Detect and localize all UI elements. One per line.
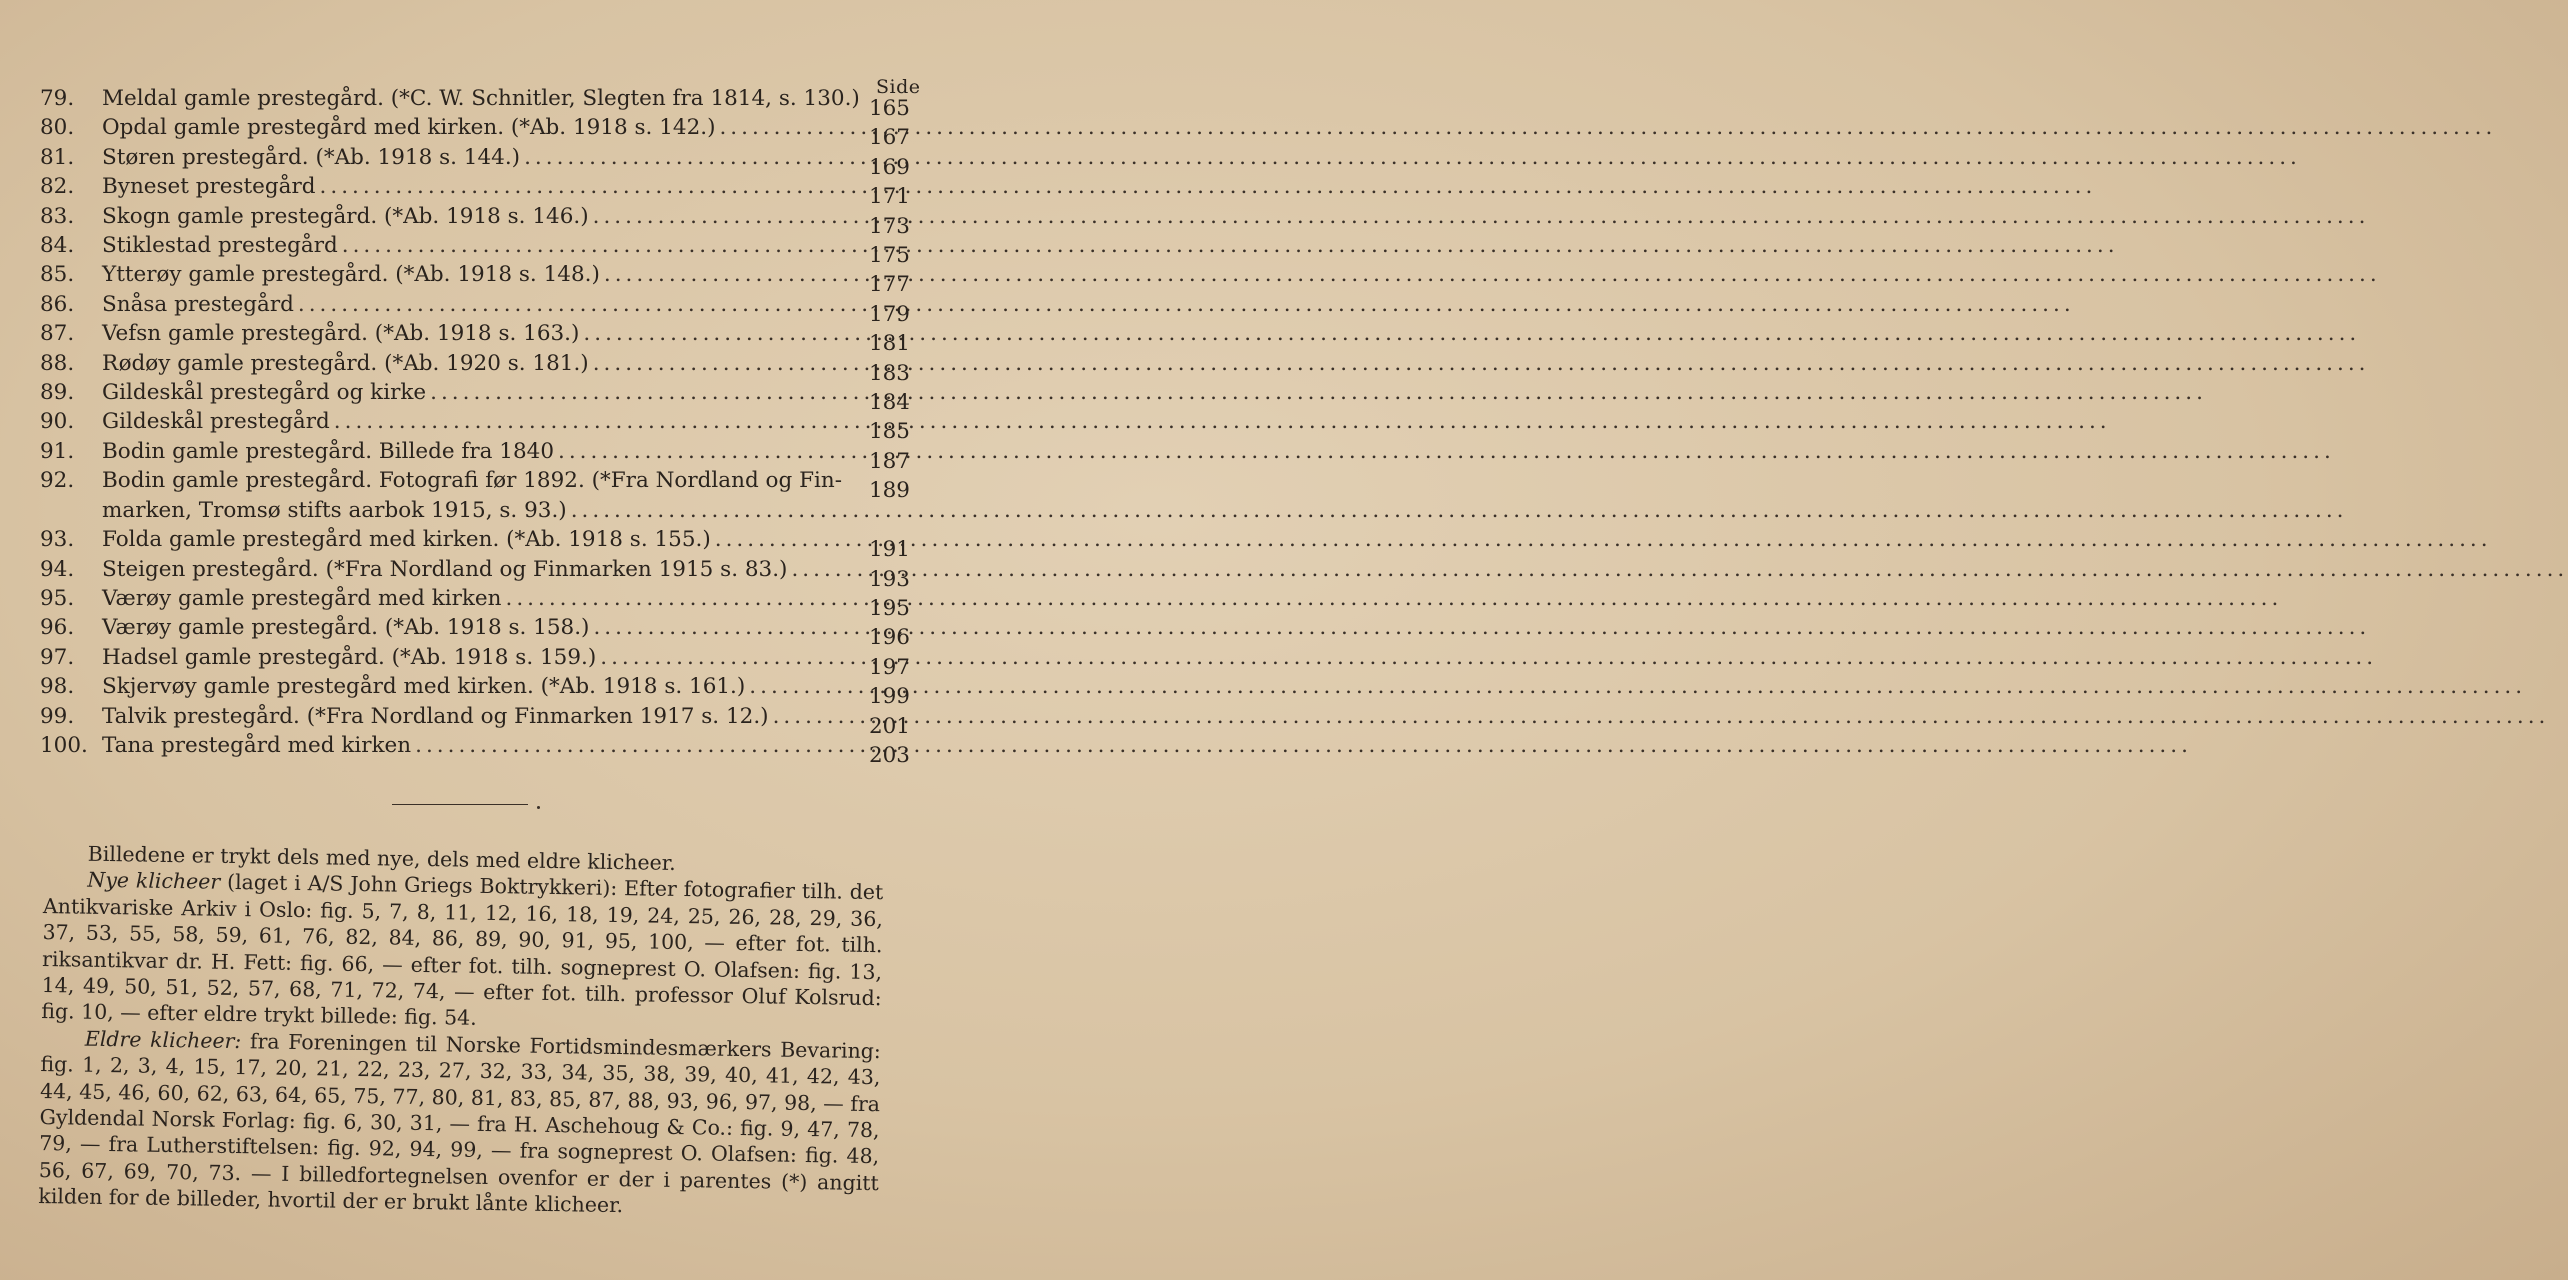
dot-leader — [791, 555, 2568, 584]
toc-entry-page: 195 — [868, 595, 910, 621]
toc-entry-text — [102, 702, 850, 731]
dot-leader — [571, 496, 2348, 525]
toc-entry — [40, 525, 920, 563]
toc-entry-number: 82. — [40, 174, 75, 200]
toc-entry-title: Skogn gamle prestegård. (*Ab. 1918 s. 146.) — [102, 203, 589, 229]
toc-entry-page: 199 — [868, 684, 910, 710]
toc-entry-title: Gildeskål prestegård — [102, 409, 330, 435]
toc-entry-page: 185 — [868, 419, 910, 445]
toc-entry — [40, 290, 920, 327]
notes-old-clichés — [38, 1025, 881, 1223]
toc-entry-text — [102, 84, 860, 113]
toc-entry-title: Tana prestegård med kirken — [102, 732, 412, 758]
toc-entry-title: Talvik prestegård. (*Fra Nordland og Finmarken 1917 s. 12.) — [102, 703, 769, 729]
dot-leader — [719, 113, 2496, 142]
toc-entry-title: Vefsn gamle prestegård. (*Ab. 1918 s. 163.) — [102, 321, 580, 347]
toc-entry — [40, 231, 920, 269]
toc-entry-number: 81. — [40, 144, 75, 170]
toc-entry-number: 83. — [40, 203, 75, 229]
notes-new-label: Nye klicheer — [87, 868, 221, 895]
toc-entry-number: 93. — [40, 527, 75, 553]
toc-entry-page: 196 — [868, 625, 910, 651]
toc-entry-text — [102, 584, 850, 613]
toc-entry-page: 169 — [868, 154, 910, 180]
toc-entry-number: 86. — [40, 291, 75, 317]
toc-entry — [40, 202, 920, 239]
notes-old-text: fra Foreningen til Norske Fortidsmindesmærkers Bevaring: fig. 1, 2, 3, 4, 15, 17, 20, 21, 22, 23, 27, 32, 33, 34, 35, 38, 39, 40, 41, 42, 43, 44, 45, 46, 60, 62, 63, 64, 65, 75, 77, 80, 81, 83, 85, 87, 88, 93, 96, 97, 98, — fra Gyldendal Norsk Forlag: fig. 6, 30, 31, — fra H. Aschehoug & Co.: fig. 9, 47, 78, 79, — fra Lutherstiftelsen: fig. 92, 94, 99, — fra sogneprest O. Olafsen: fig. 48, 56, 67, 69, 70, 73. — I billedfortegnelsen ovenfor er der i parentes (*) angitt kilden for de billeder, hvortil der er brukt lånte klicheer. — [38, 1028, 881, 1218]
toc-entry-page: 171 — [868, 184, 910, 210]
toc-entry-number: 88. — [40, 350, 75, 376]
toc-entry — [40, 437, 920, 474]
dot-leader — [749, 672, 2526, 701]
toc-entry — [40, 702, 920, 739]
toc-entry-title: Byneset prestegård — [102, 174, 316, 200]
toc-entry — [40, 378, 920, 416]
toc-entry-page: 177 — [868, 272, 910, 298]
toc-entry-number: 95. — [40, 585, 75, 611]
toc-entry-page: 173 — [868, 213, 910, 239]
toc-entry-page: 201 — [868, 713, 910, 739]
toc-entry — [40, 555, 920, 592]
page-column-label: Side — [876, 76, 921, 98]
toc-entry-title: Støren prestegård. (*Ab. 1918 s. 144.) — [102, 144, 521, 170]
toc-entry-text — [102, 437, 850, 466]
toc-entry-page: 165 — [868, 96, 910, 121]
toc-entry — [40, 260, 920, 298]
toc-entry-number: 84. — [40, 233, 75, 259]
toc-entry-page: 181 — [868, 331, 910, 357]
toc-entry-text — [102, 319, 850, 348]
toc-entry-page: 183 — [868, 360, 910, 386]
toc-entry — [40, 113, 920, 151]
toc-entry-text — [102, 672, 850, 701]
toc-entry-text — [102, 378, 850, 407]
toc-entry — [40, 349, 920, 386]
toc-entry-page: 179 — [868, 301, 910, 327]
toc-entry-number: 92. — [40, 468, 75, 494]
toc-entry-page: 197 — [868, 654, 910, 680]
toc-entry-number: 79. — [40, 86, 75, 111]
toc-entry-text — [102, 172, 850, 201]
toc-entry-title-continuation-line — [102, 496, 850, 525]
notes-new-text: (laget i A/S John Griegs Boktrykkeri): Efter fotografier tilh. det Antikvariske Arkiv i Oslo: fig. 5, 7, 8, 11, 12, 16, 18, 19, 24, 25, 26, 28, 29, 36, 37, 53, 55, 58, 59, 61, 76, 82, 84, 86, 89, 90, 91, 95, 100, — efter fot. tilh. riksantikvar dr. H. Fett: fig. 66, — efter fot. tilh. sogneprest O. Olafsen: fig. 13, 14, 49, 50, 51, 52, 57, 68, 71, 72, 74, — efter fot. tilh. professor Oluf Kolsrud: fig. 10, — efter eldre trykt billede: fig. 54. — [41, 870, 884, 1031]
dot-leader — [334, 407, 2111, 436]
toc-entry-page: 184 — [868, 390, 910, 416]
toc-entry-title: Værøy gamle prestegård med kirken — [102, 585, 502, 611]
toc-entry — [40, 84, 920, 121]
toc-entry-title: Stiklestad prestegård — [102, 233, 338, 259]
toc-entry — [40, 466, 920, 525]
toc-entry-text — [102, 143, 850, 172]
document-page — [0, 0, 960, 1280]
table-of-contents — [40, 84, 920, 768]
toc-entry-title: Steigen prestegård. (*Fra Nordland og Finmarken 1915 s. 83.) — [102, 556, 788, 582]
toc-entry — [40, 143, 920, 180]
toc-entry — [40, 643, 920, 680]
dot-leader — [773, 702, 2550, 731]
toc-entry-number: 100. — [40, 732, 88, 758]
dot-leader — [430, 378, 2207, 407]
dot-leader — [342, 231, 2119, 260]
toc-entry-text — [102, 113, 850, 142]
toc-entry-page: 187 — [868, 448, 910, 474]
toc-entry-page: 189 — [868, 478, 910, 504]
dot-leader — [298, 290, 2075, 319]
toc-entry-title: Værøy gamle prestegård. (*Ab. 1918 s. 158.) — [102, 615, 590, 641]
toc-entry-title: Opdal gamle prestegård med kirken. (*Ab. 1918 s. 142.) — [102, 115, 716, 141]
toc-entry-text — [102, 290, 850, 319]
toc-entry-text — [102, 613, 850, 642]
toc-entry — [40, 613, 920, 651]
toc-entry-text — [102, 349, 850, 378]
divider-dot — [537, 806, 540, 809]
toc-entry-page: 203 — [868, 742, 910, 768]
dot-leader — [715, 525, 2492, 554]
toc-entry — [40, 672, 920, 710]
toc-entry-number: 89. — [40, 380, 75, 406]
section-divider — [392, 804, 528, 805]
toc-entry-title: Rødøy gamle prestegård. (*Ab. 1920 s. 181.) — [102, 350, 589, 376]
toc-entry-text — [102, 231, 850, 260]
toc-entry-number: 80. — [40, 115, 75, 141]
toc-entry — [40, 407, 920, 445]
dot-leader — [524, 143, 2301, 172]
toc-entry-number: 90. — [40, 409, 75, 435]
toc-entry-title: Folda gamle prestegård med kirken. (*Ab. 1918 s. 155.) — [102, 527, 711, 553]
toc-entry-title: Ytterøy gamle prestegård. (*Ab. 1918 s. 148.) — [102, 262, 600, 288]
toc-entry-number: 99. — [40, 703, 75, 729]
toc-entry-number: 97. — [40, 644, 75, 670]
toc-entry-number: 87. — [40, 321, 75, 347]
toc-entry-number: 96. — [40, 615, 75, 641]
toc-entry-text — [102, 466, 850, 525]
toc-entry-page: 175 — [868, 243, 910, 269]
toc-entry-number: 85. — [40, 262, 75, 288]
image-credits-notes — [38, 840, 884, 1223]
toc-entry-text — [102, 731, 850, 760]
notes-new-clichés — [41, 866, 883, 1038]
toc-entry-text — [102, 260, 850, 289]
toc-entry — [40, 172, 920, 210]
toc-entry-title: Meldal gamle prestegård. (*C. W. Schnitler, Slegten fra 1814, s. 130.) — [102, 86, 860, 111]
toc-entry-page: 191 — [868, 537, 910, 563]
toc-entry-text — [102, 555, 850, 584]
toc-entry-number: 98. — [40, 674, 75, 700]
toc-entry-number: 91. — [40, 438, 75, 464]
toc-entry-title: Snåsa prestegård — [102, 291, 294, 317]
toc-entry — [40, 319, 920, 357]
toc-entry-number: 94. — [40, 556, 75, 582]
toc-entry-page: 167 — [868, 125, 910, 151]
toc-entry-text — [102, 407, 850, 436]
toc-entry-title: Hadsel gamle prestegård. (*Ab. 1918 s. 159.) — [102, 644, 597, 670]
toc-entry-title: Skjervøy gamle prestegård med kirken. (*Ab. 1918 s. 161.) — [102, 674, 746, 700]
dot-leader — [320, 172, 2097, 201]
notes-old-label: Eldre klicheer: — [84, 1026, 242, 1053]
dot-leader — [505, 584, 2282, 613]
toc-entry-title: Bodin gamle prestegård. Fotografi før 1892. (*Fra Nordland og Fin- — [102, 468, 842, 494]
dot-leader — [558, 437, 2335, 466]
toc-entry — [40, 584, 920, 621]
toc-entry-text — [102, 525, 850, 554]
toc-entry — [40, 731, 920, 768]
toc-entry-page: 193 — [868, 566, 910, 592]
notes-intro: Billedene er trykt dels med nye, dels med eldre klicheer. — [87, 841, 677, 875]
toc-entry-title: Bodin gamle prestegård. Billede fra 1840 — [102, 438, 554, 464]
dot-leader — [415, 731, 2192, 760]
toc-entry-text — [102, 643, 850, 672]
toc-entry-text — [102, 202, 850, 231]
toc-entry-title: Gildeskål prestegård og kirke — [102, 380, 427, 406]
toc-entry-title-continuation: marken, Tromsø stifts aarbok 1915, s. 93.) — [102, 497, 567, 523]
